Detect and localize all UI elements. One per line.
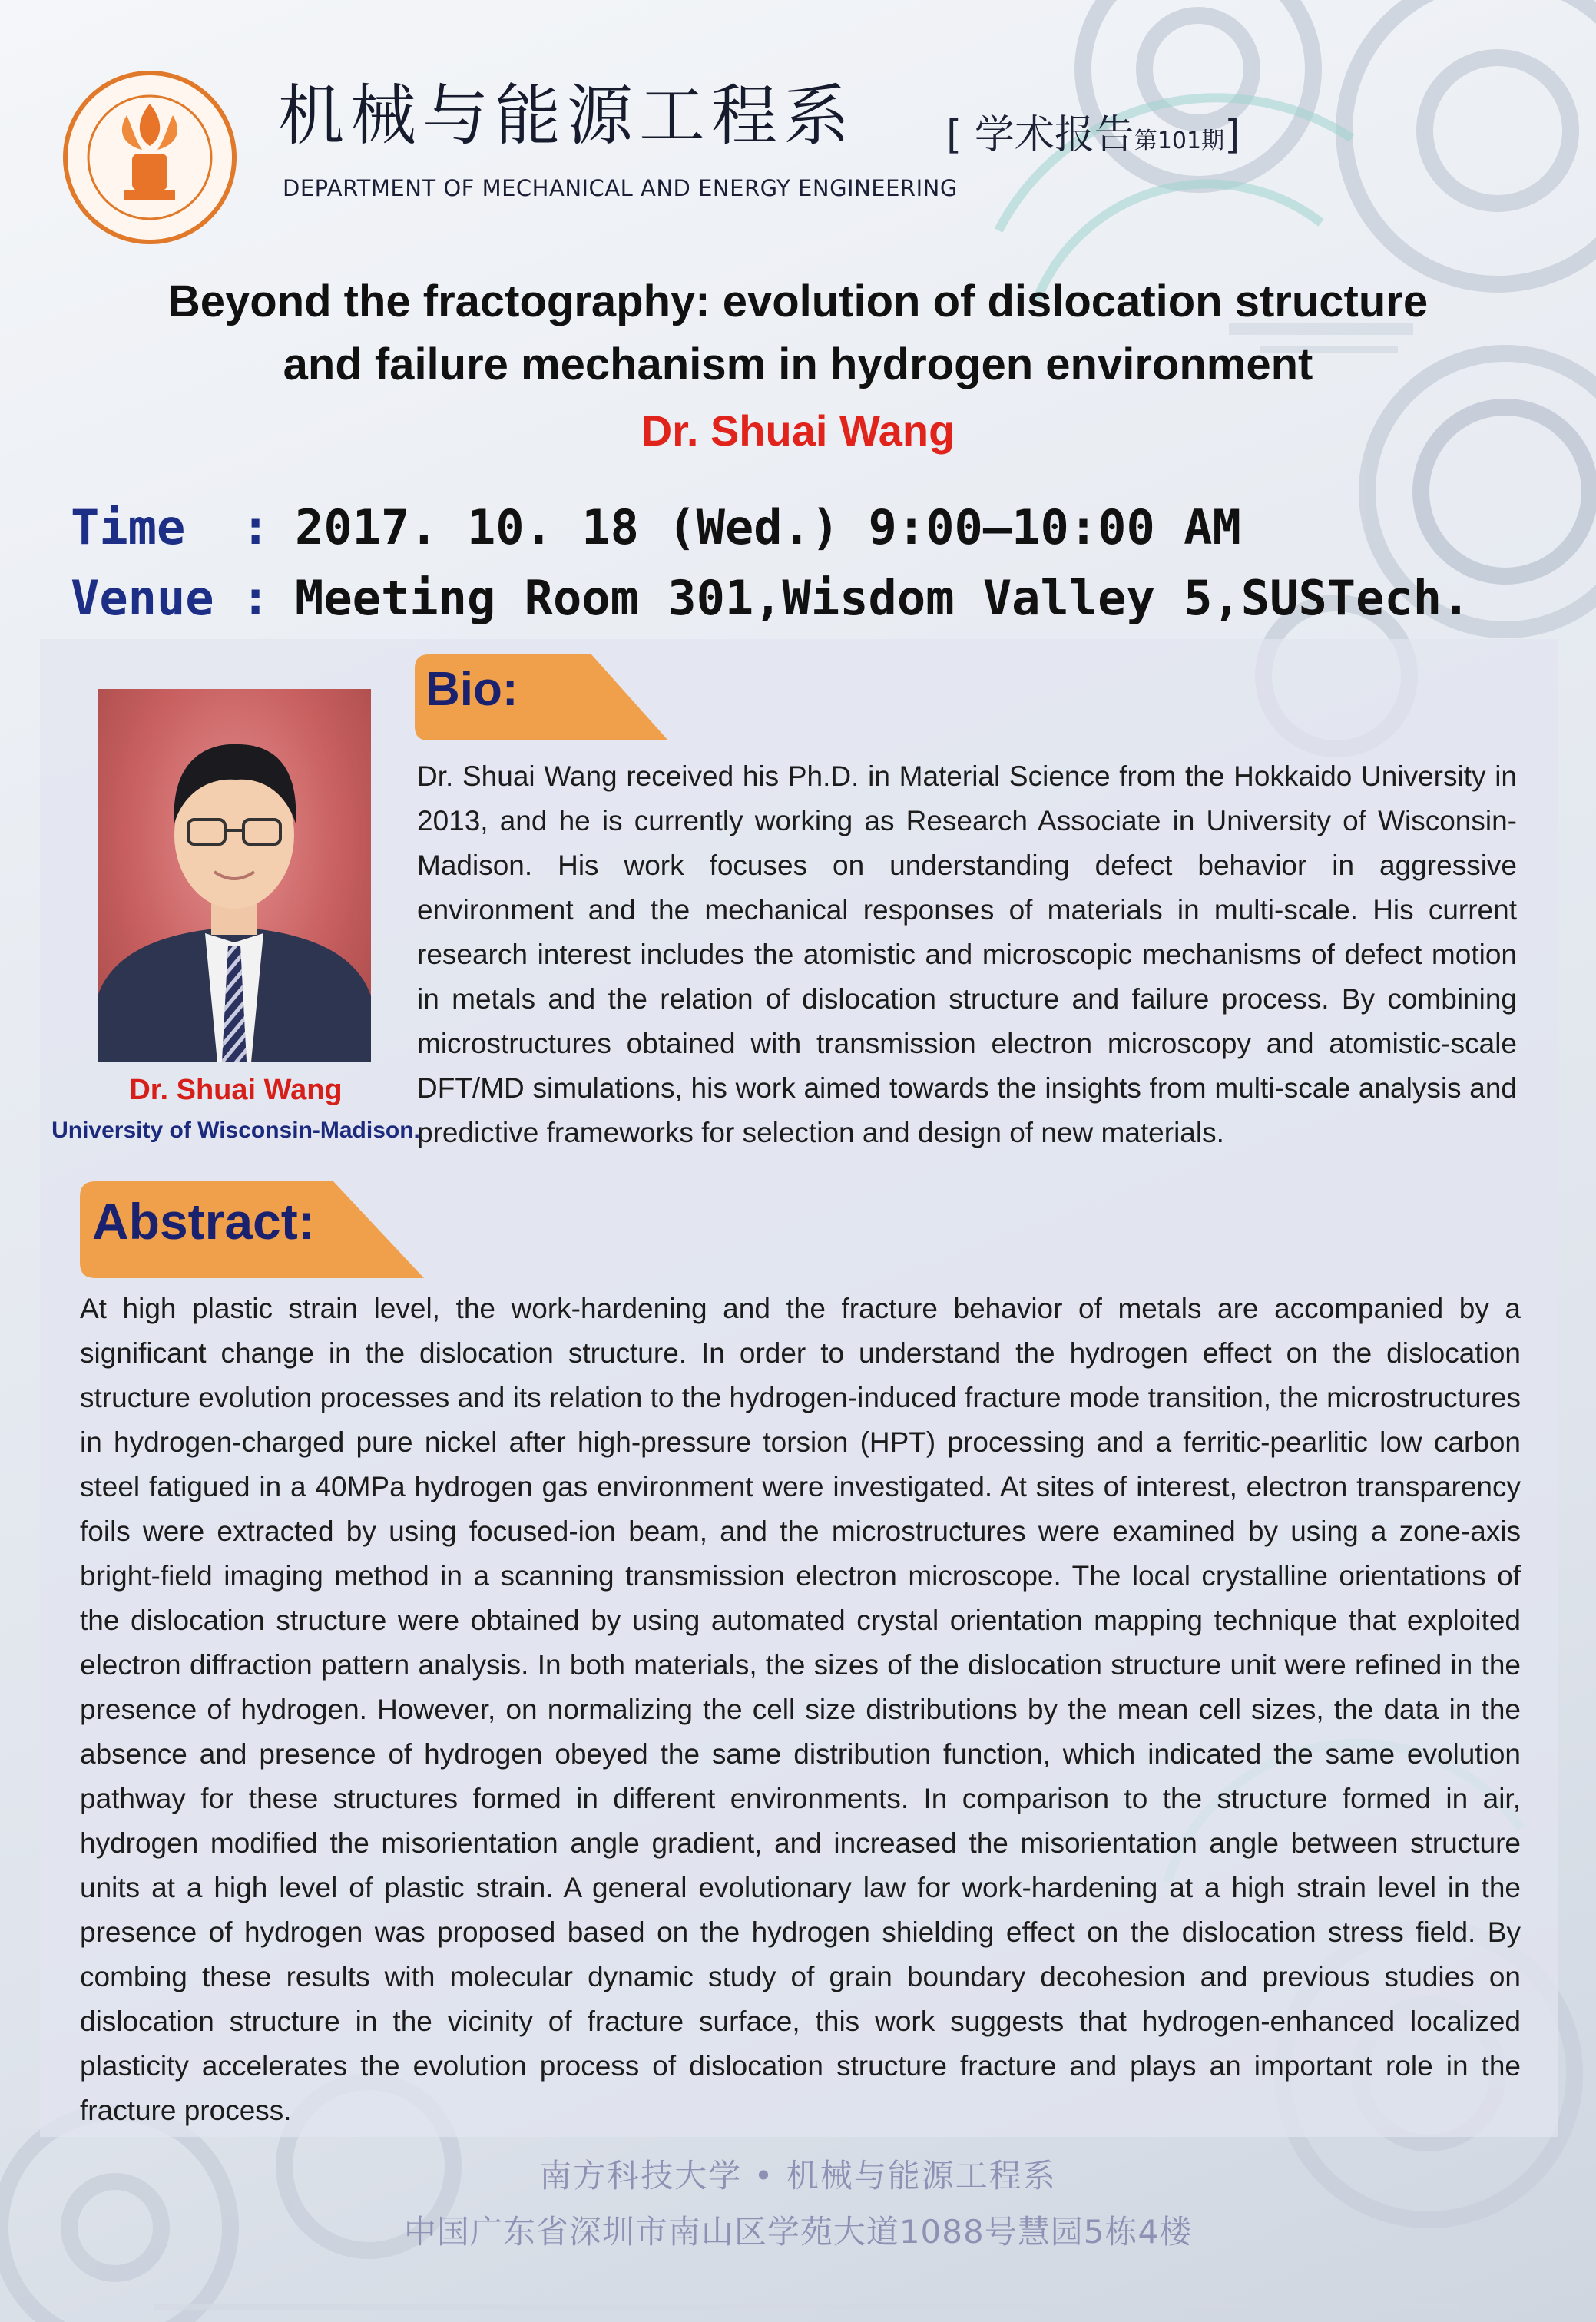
abstract-text: At high plastic strain level, the work-hardening and the fracture behavior of metals are accompanied by a significant change in the dislocation structure. In order to understand the hydrogen effect on the dislocation structure evolution processes and its relation to the hydrogen-induced fracture mode transition, the microstructures in hydrogen-charged pure nickel after high-pressure torsion (HPT) processing and a ferritic-pearlitic low carbon steel fatigued in a 40MPa hydrogen gas environment were investigated. At sites of interest, electron transparency foils were extracted by using focused-ion beam, and the microstructures were examined by using a zone-axis bright-field imaging method in a scanning transmission electron microscope. The local crystalline orientations of the dislocation structure were obtained by using automated crystal orientation mapping technique that exploited electron diffraction pattern analysis. In both materials, the sizes of the dislocation structure unit were refined in the presence of hydrogen. However, on normalizing the cell size distributions by the mean cell sizes, the data in the absence and presence of hydrogen obeyed the same distribution function, which indicated the same evolution pathway for these structures formed in different environments. In comparison to the structure formed in air, hydrogen modified the misorientation angle gradient, and increased the misorientation angle between structure units at a high level of plastic strain. A general evolutionary law for work-hardening at a high strain level in the presence of hydrogen was proposed based on the hydrogen shielding effect on the dislocation stress field. By combing these results with molecular dynamic study of grain boundary decohesion and previous studies on dislocation structure in the vicinity of fracture surface, this work suggests that hydrogen-enhanced localized plasticity accelerates the evolution process of dislocation structure fracture and plays an important role in the fracture process.	[80, 1293, 1521, 2126]
venue-value: Meeting Room 301,Wisdom Valley 5,SUSTech.	[295, 570, 1471, 626]
photo-caption-name: Dr. Shuai Wang	[129, 1074, 343, 1106]
bio-text: Dr. Shuai Wang received his Ph.D. in Material Science from the Hokkaido University in 2013, and he is currently working as Research Associate in University of Wisconsin-Madison. His work focuses on understanding defect behavior in aggressive environment and the mechanical responses of materials in multi-scale. His current research interest includes the atomistic and microscopic mechanisms of defect motion in metals and the relation of dislocation structure and failure process. By combining microstructures obtained with transmission electron microscopy and atomistic-scale DFT/MD simulations, his work aimed towards the insights from multi-scale analysis and predictive frameworks for selection and design of new materials.	[417, 760, 1517, 1148]
report-series-label: [ 学术报告第101期]	[946, 112, 1240, 158]
time-value: 2017. 10. 18 (Wed.) 9:00—10:00 AM	[295, 499, 1241, 555]
venue-label: Venue	[71, 570, 214, 626]
speaker-photo	[98, 689, 371, 1062]
department-chinese-name: 机械与能源工程系	[278, 78, 856, 154]
university-logo	[61, 69, 238, 246]
abstract-heading-tab	[80, 1181, 424, 1267]
time-row: Time : 2017. 10. 18 (Wed.) 9:00—10:00 AM	[71, 499, 1241, 555]
talk-title: Beyond the fractography: evolution of dislocation structure and failure mechanism in hydrogen environment	[167, 277, 1429, 389]
time-label: Time	[71, 499, 186, 555]
speaker-name: Dr. Shuai Wang	[641, 406, 955, 455]
abstract-heading: Abstract:	[92, 1193, 315, 1250]
venue-row: Venue : Meeting Room 301,Wisdom Valley 5,SUSTech.	[71, 570, 1471, 626]
photo-caption-affiliation: University of Wisconsin-Madison.	[51, 1118, 420, 1143]
issue-number: 第101期	[1134, 128, 1225, 154]
footer-institution: 南方科技大学 • 机械与能源工程系	[539, 2157, 1057, 2194]
footer-address: 中国广东省深圳市南山区学苑大道1088号慧园5栋4楼	[403, 2213, 1193, 2251]
bio-heading-tab	[415, 654, 668, 740]
bio-heading: Bio:	[425, 663, 518, 716]
department-english-name: DEPARTMENT OF MECHANICAL AND ENERGY ENGINEERING	[283, 175, 958, 201]
